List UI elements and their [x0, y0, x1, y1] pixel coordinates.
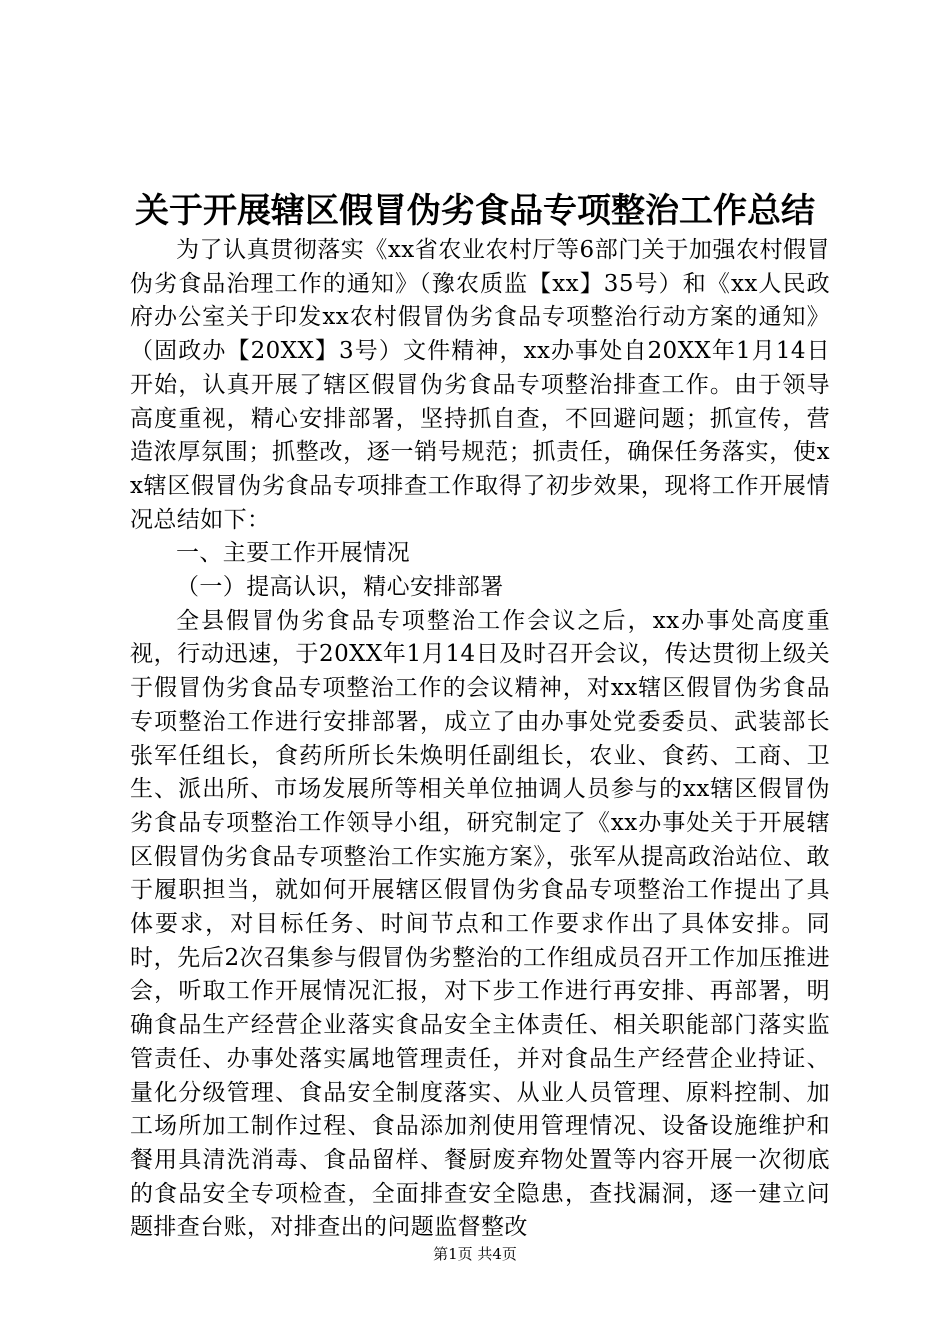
- intro-paragraph: 为了认真贯彻落实《xx省农业农村厅等6部门关于加强农村假冒伪劣食品治理工作的通知》（豫农质监【xx】35号）和《xx人民政府办公室关于印发xx农村假冒伪劣食品专项整治行动方案的通知》（固政办【20XX】3号）文件精神，xx办事处自20XX年1月14日开始，认真开展了辖区假冒伪劣食品专项整治排查工作。由于领导高度重视，精心安排部署，坚持抓自查，不回避问题；抓宣传，营造浓厚氛围；抓整改，逐一销号规范；抓责任，确保任务落实，使xx辖区假冒伪劣食品专项排查工作取得了初步效果，现将工作开展情况总结如下：: [130, 237, 830, 533]
- document-body: [130, 234, 830, 1245]
- page-footer: 第1页 共4页: [433, 1245, 517, 1263]
- document-title: 关于开展辖区假冒伪劣食品专项整治工作总结: [135, 191, 815, 231]
- subsection-heading-1: （一）提高认识，精心安排部署: [176, 574, 504, 601]
- body-paragraph-1: 全县假冒伪劣食品专项整治工作会议之后，xx办事处高度重视，行动迅速，于20XX年1月14日及时召开会议，传达贯彻上级关于假冒伪劣食品专项整治工作的会议精神，对xx辖区假冒伪劣食品专项整治工作进行安排部署，成立了由办事处党委委员、武装部长张军任组长，食药所所长朱焕明任副组长，农业、食药、工商、卫生、派出所、市场发展所等相关单位抽调人员参与的xx辖区假冒伪劣食品专项整治工作领导小组，研究制定了《xx办事处关于开展辖区假冒伪劣食品专项整治工作实施方案》，张军从提高政治站位、敢于履职担当，就如何开展辖区假冒伪劣食品专项整治工作提出了具体要求，对目标任务、时间节点和工作要求作出了具体安排。同时，先后2次召集参与假冒伪劣整治的工作组成员召开工作加压推进会，听取工作开展情况汇报，对下步工作进行再安排、再部署，明确食品生产经营企业落实食品安全主体责任、相关职能部门落实监管责任、办事处落实属地管理责任，并对食品生产经营企业持证、量化分级管理、食品安全制度落实、从业人员管理、原料控制、加工场所加工制作过程、食品添加剂使用管理情况、设备设施维护和餐用具清洗消毒、食品留样、餐厨废弃物处置等内容开展一次彻底的食品安全专项检查，全面排查安全隐患，查找漏洞，逐一建立问题排查台账，对排查出的问题监督整改: [130, 607, 830, 1241]
- section-heading-main: 一、主要工作开展情况: [176, 540, 410, 567]
